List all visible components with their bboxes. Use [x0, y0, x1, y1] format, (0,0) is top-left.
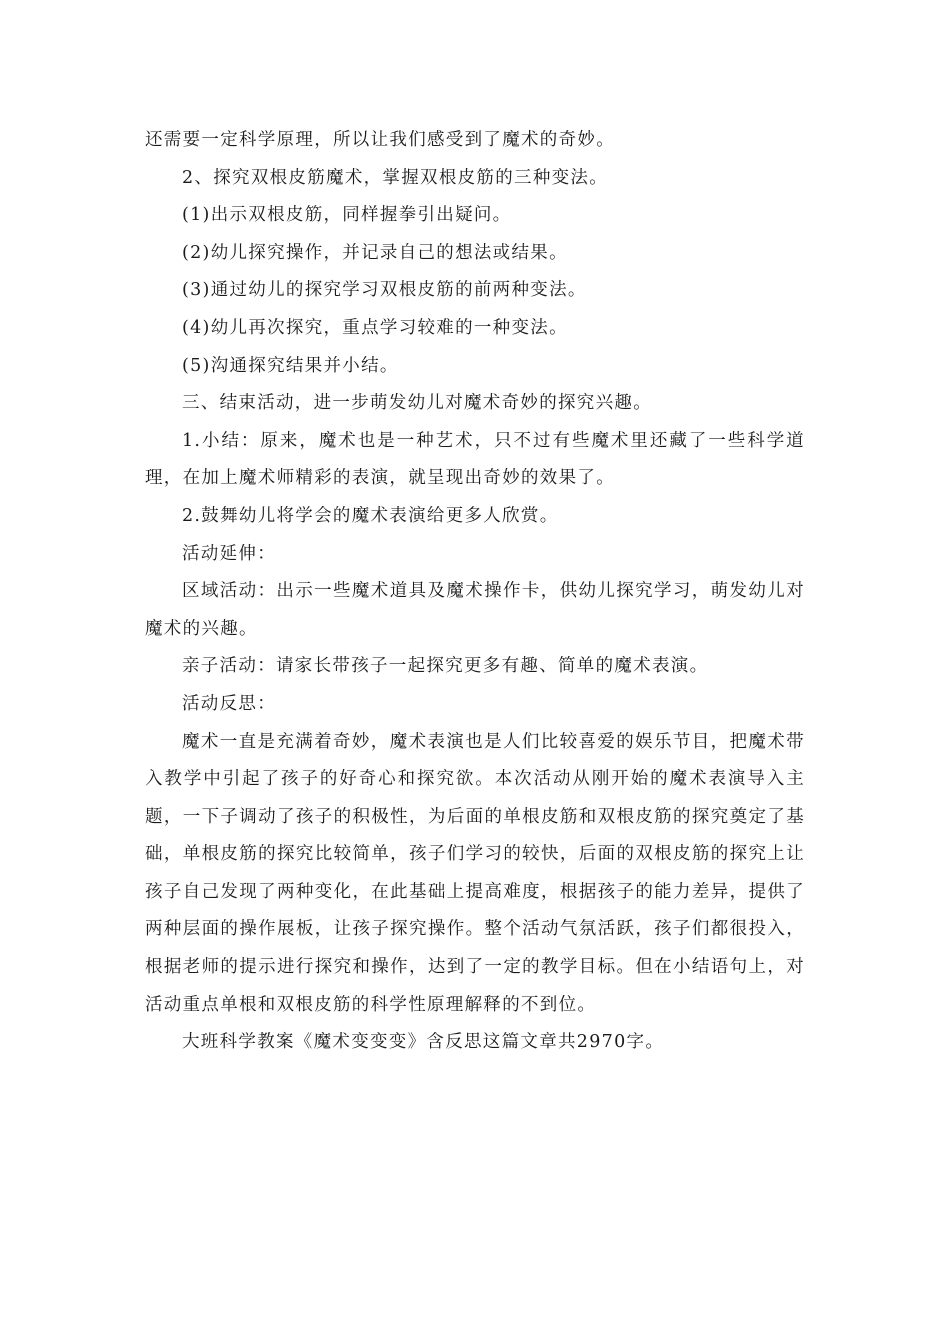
document-body: [145, 122, 805, 1062]
paragraph-parent-activity: 亲子活动：请家长带孩子一起探究更多有趣、简单的魔术表演。: [182, 656, 709, 677]
paragraph-area-activity: 区域活动：出示一些魔术道具及魔术操作卡，供幼儿探究学习，萌发幼儿对魔术的兴趣。: [145, 581, 805, 639]
paragraph-substep-4: (4)幼儿再次探究，重点学习较难的一种变法。: [182, 317, 568, 338]
paragraph-substep-2: (2)幼儿探究操作，并记录自己的想法或结果。: [182, 242, 568, 263]
paragraph-reflection-heading: 活动反思：: [182, 693, 276, 714]
paragraph-continuation: 还需要一定科学原理，所以让我们感受到了魔术的奇妙。: [145, 130, 615, 150]
paragraph-substep-5: (5)沟通探究结果并小结。: [182, 355, 399, 376]
paragraph-extension-heading: 活动延伸：: [182, 543, 276, 564]
paragraph-substep-3: (3)通过幼儿的探究学习双根皮筋的前两种变法。: [182, 280, 587, 301]
paragraph-reflection-body: 魔术一直是充满着奇妙，魔术表演也是人们比较喜爱的娱乐节目，把魔术带入教学中引起了孩子的好奇心和探究欲。本次活动从刚开始的魔术表演导入主题，一下子调动了孩子的积极性，为后面的单根皮筋和双根皮筋的探究奠定了基础，单根皮筋的探究比较简单，孩子们学习的较快，后面的双根皮筋的探究上让孩子自己发现了两种变化，在此基础上提高难度，根据孩子的能力差异，提供了两种层面的操作展板，让孩子探究操作。整个活动气氛活跃，孩子们都很投入，根据老师的提示进行探究和操作，达到了一定的教学目标。但在小结语句上，对活动重点单根和双根皮筋的科学性原理解释的不到位。: [145, 731, 805, 1015]
paragraph-substep-1: (1)出示双根皮筋，同样握拳引出疑问。: [182, 205, 512, 226]
paragraph-summary-2: 2.鼓舞幼儿将学会的魔术表演给更多人欣赏。: [182, 505, 559, 526]
paragraph-step-2: 2、探究双根皮筋魔术，掌握双根皮筋的三种变法。: [182, 167, 609, 188]
paragraph-word-count: 大班科学教案《魔术变变变》含反思这篇文章共2970字。: [182, 1032, 665, 1053]
paragraph-section-3: 三、结束活动，进一步萌发幼儿对魔术奇妙的探究兴趣。: [182, 393, 652, 414]
paragraph-summary-1: 1.小结：原来，魔术也是一种艺术，只不过有些魔术里还藏了一些科学道理，在加上魔术师精彩的表演，就呈现出奇妙的效果了。: [145, 430, 805, 489]
